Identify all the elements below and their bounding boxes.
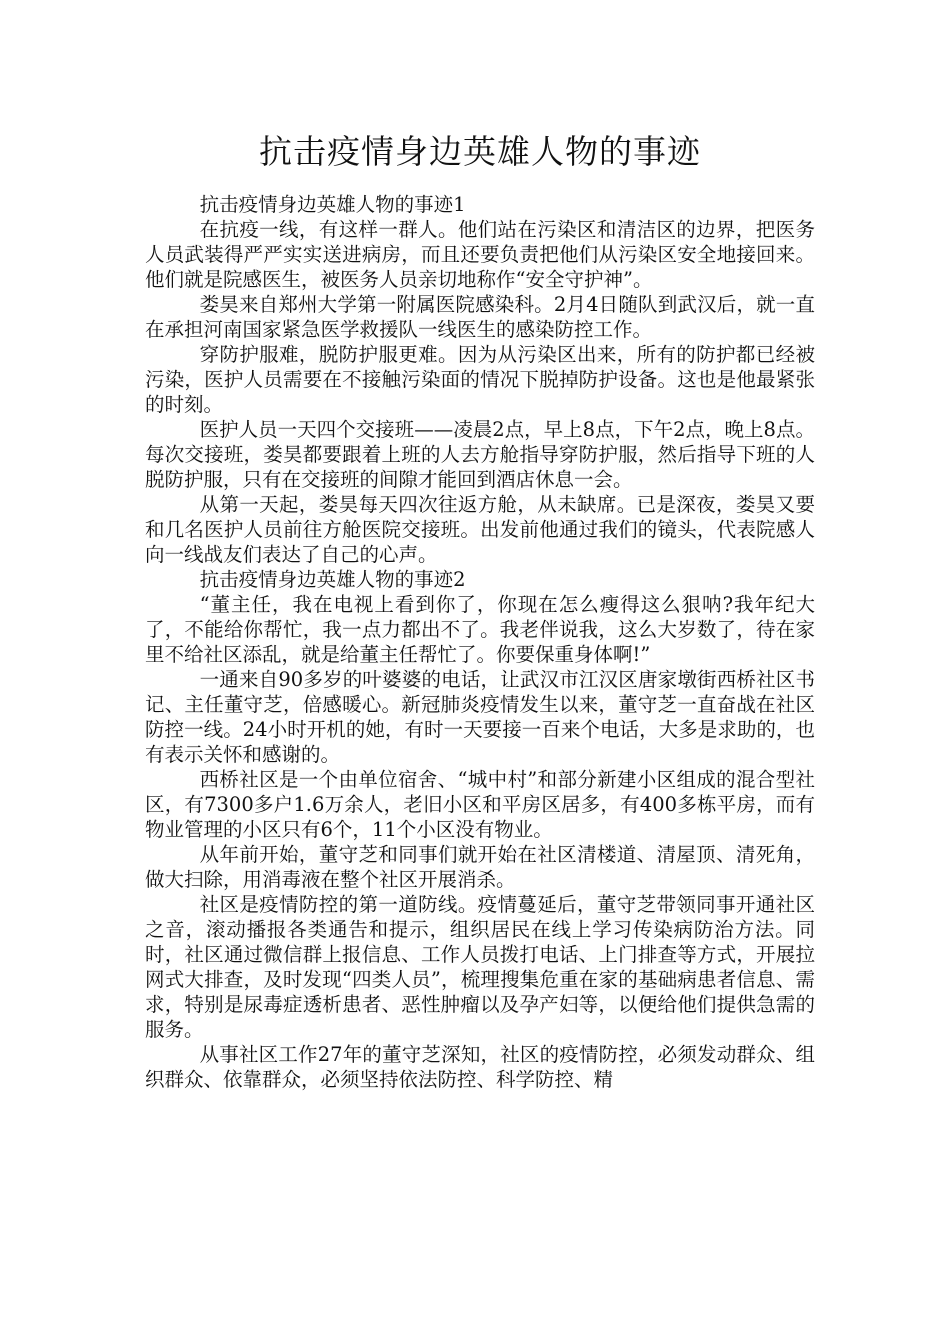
section-heading: 抗击疫情身边英雄人物的事迹1 [199,193,466,216]
paragraph: “董主任，我在电视上看到你了，你现在怎么瘦得这么狠呐?我年纪大了，不能给你帮忙，我一点力都出不了。我老伴说我，这么大岁数了，待在家里不给社区添乱，就是给董主任帮忙了。你要保重身体啊!” [145,593,815,666]
paragraph: 从事社区工作27年的董守芝深知，社区的疫情防控，必须发动群众、组织群众、依靠群众，必须坚持依法防控、科学防控、精 [145,1043,815,1091]
paragraph: 社区是疫情防控的第一道防线。疫情蔓延后，董守芝带领同事开通社区之音，滚动播报各类通告和提示，组织居民在线上学习传染病防治方法。同时，社区通过微信群上报信息、工作人员拨打电话、上门排查等方式，开展拉网式大排查，及时发现“四类人员”，梳理搜集危重在家的基础病患者信息、需求，特别是尿毒症透析患者、恶性肿瘤以及孕产妇等，以便给他们提供急需的服务。 [145,893,815,1041]
document-title: 抗击疫情身边英雄人物的事迹 [259,132,701,171]
paragraph: 从年前开始，董守芝和同事们就开始在社区清楼道、清屋顶、清死角，做大扫除，用消毒液在整个社区开展消杀。 [145,843,815,891]
paragraph: 医护人员一天四个交接班——凌晨2点，早上8点，下午2点，晚上8点。每次交接班，娄昊都要跟着上班的人去方舱指导穿防护服，然后指导下班的人脱防护服，只有在交接班的间隙才能回到酒店休息一会。 [145,418,815,491]
section-heading: 抗击疫情身边英雄人物的事迹2 [199,568,466,591]
paragraph: 从第一天起，娄昊每天四次往返方舱，从未缺席。已是深夜，娄昊又要和几名医护人员前往方舱医院交接班。出发前他通过我们的镜头，代表院感人向一线战友们表达了自己的心声。 [145,493,815,566]
paragraph: 穿防护服难，脱防护服更难。因为从污染区出来，所有的防护都已经被污染，医护人员需要在不接触污染面的情况下脱掉防护设备。这也是他最紧张的时刻。 [145,343,815,416]
document-page [145,130,815,1092]
paragraph: 娄昊来自郑州大学第一附属医院感染科。2月4日随队到武汉后，就一直在承担河南国家紧急医学救援队一线医生的感染防控工作。 [145,293,815,341]
document-body [145,192,815,1092]
paragraph: 西桥社区是一个由单位宿舍、“城中村”和部分新建小区组成的混合型社区，有7300多户1.6万余人，老旧小区和平房区居多，有400多栋平房，而有物业管理的小区只有6个，11个小区没有物业。 [145,768,815,841]
paragraph: 一通来自90多岁的叶婆婆的电话，让武汉市江汉区唐家墩街西桥社区书记、主任董守芝，倍感暖心。新冠肺炎疫情发生以来，董守芝一直奋战在社区防控一线。24小时开机的她，有时一天要接一百来个电话，大多是求助的，也有表示关怀和感谢的。 [145,668,815,766]
paragraph: 在抗疫一线，有这样一群人。他们站在污染区和清洁区的边界，把医务人员武装得严严实实送进病房，而且还要负责把他们从污染区安全地接回来。他们就是院感医生，被医务人员亲切地称作“安全守护神”。 [145,218,815,291]
